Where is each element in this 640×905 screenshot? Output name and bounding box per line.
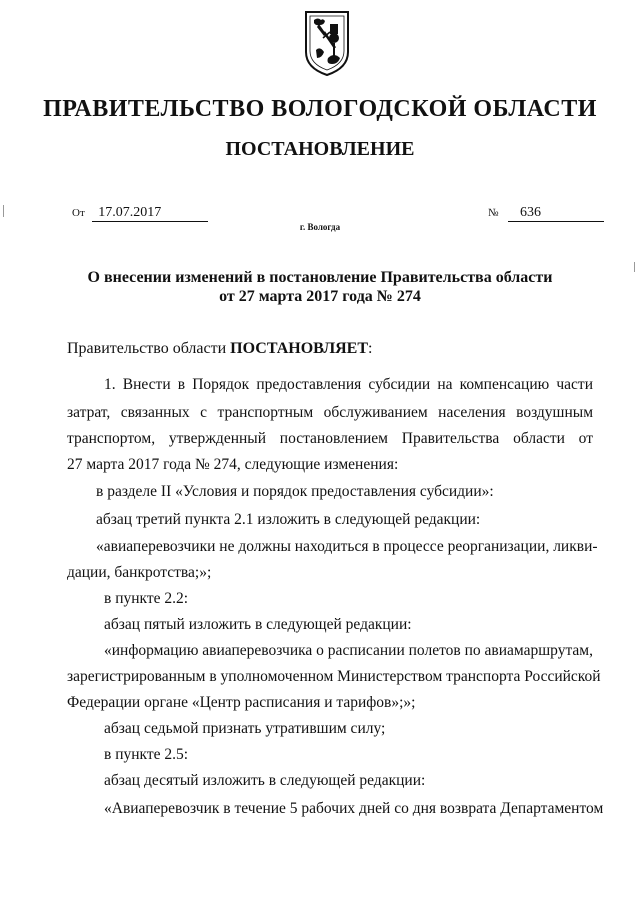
intro-verb: ПОСТАНОВЛЯЕТ (230, 340, 369, 357)
paragraph-8: абзац седьмой признать утратившим силу; (104, 720, 386, 737)
paragraph-11: «Авиаперевозчик в течение 5 рабочих дней со дня возврата Департаментом (104, 800, 604, 817)
document-date: 17.07.2017 (92, 205, 208, 222)
document-type: ПОСТАНОВЛЕНИЕ (225, 138, 415, 160)
paragraph-7-line-2: зарегистрированным в уполномоченном Министерством транспорта Российской (67, 668, 601, 685)
paragraph-2: в разделе II «Условия и порядок предоставления субсидии»: (96, 483, 494, 500)
coat-of-arms-icon (302, 8, 352, 78)
scan-mark (634, 262, 635, 272)
paragraph-1-line-1: 1. Внести в Порядок предоставления субсидии на компенсацию части (104, 376, 593, 393)
intro-prefix: Правительство области (67, 340, 231, 357)
paragraph-7-line-1: «информацию авиаперевозчика о расписании полетов по авиамаршрутам, (104, 642, 593, 659)
document-subject (40, 268, 600, 306)
document-number: 636 (508, 205, 604, 222)
paragraph-4-line-1: «авиаперевозчики не должны находиться в процессе реорганизации, ликви- (96, 538, 598, 555)
number-line (488, 205, 604, 222)
paragraph-7-line-3: Федерации органе «Центр расписания и тарифов»;»; (67, 694, 416, 711)
paragraph-1-line-3: транспортом, утвержденный постановлением Правительства области от (67, 430, 593, 447)
date-prefix: От (72, 207, 85, 219)
paragraph-4-line-2: дации, банкротства;»; (67, 564, 212, 581)
paragraph-1-line-2: затрат, связанных с транспортным обслуживанием населения воздушным (67, 404, 593, 421)
city: г. Вологда (299, 222, 341, 232)
government-title: ПРАВИТЕЛЬСТВО ВОЛОГОДСКОЙ ОБЛАСТИ (43, 96, 597, 122)
paragraph-9: в пункте 2.5: (104, 746, 189, 763)
paragraph-10: абзац десятый изложить в следующей редакции: (104, 772, 426, 789)
scan-mark (3, 205, 4, 217)
paragraph-1-line-4: 27 марта 2017 года № 274, следующие изменения: (67, 456, 399, 473)
intro-line (67, 340, 372, 358)
paragraph-3: абзац третий пункта 2.1 изложить в следующей редакции: (96, 511, 481, 528)
subject-line-1: О внесении изменений в постановление Правительства области (87, 269, 553, 286)
number-prefix: № (488, 207, 499, 219)
paragraph-5: в пункте 2.2: (104, 590, 189, 607)
subject-line-2: от 27 марта 2017 года № 274 (219, 288, 421, 305)
intro-suffix: : (368, 340, 373, 357)
paragraph-6: абзац пятый изложить в следующей редакции: (104, 616, 412, 633)
date-line (72, 205, 208, 222)
